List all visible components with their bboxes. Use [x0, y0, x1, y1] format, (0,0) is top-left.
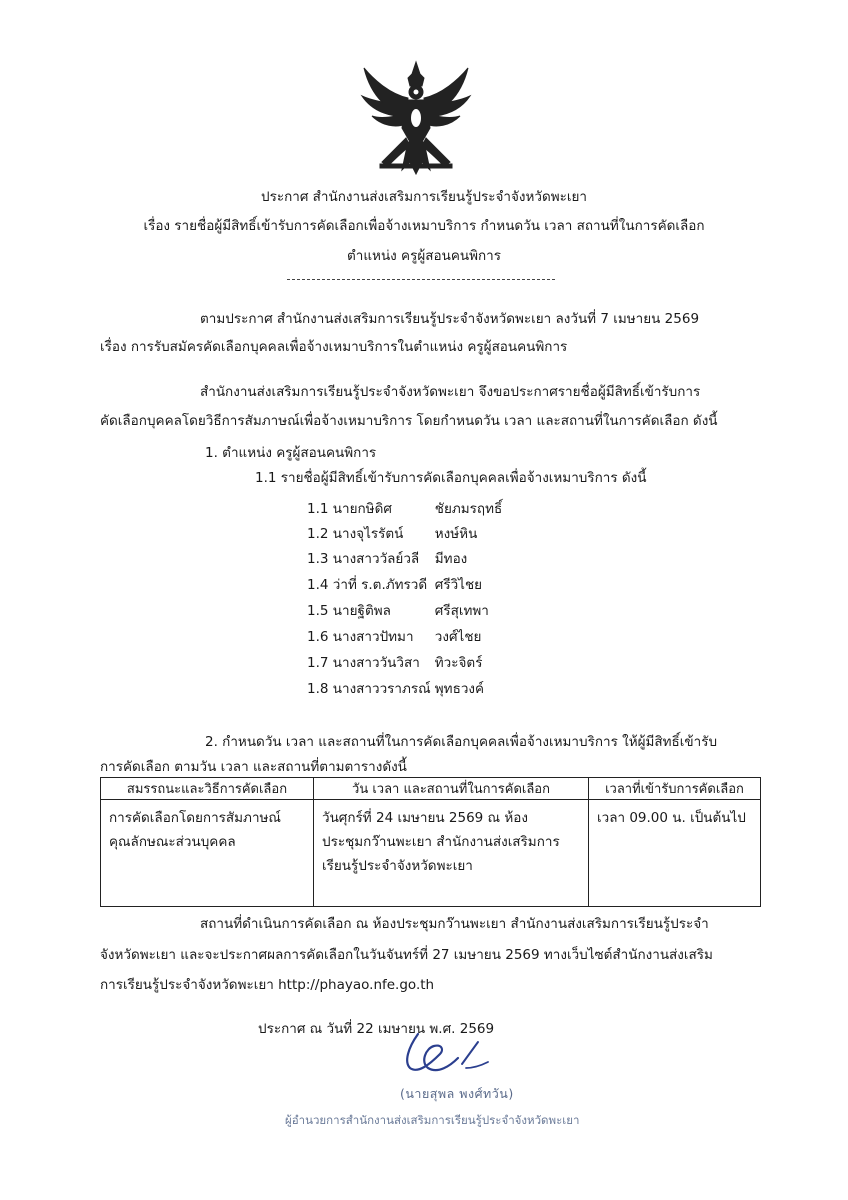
intro-paragraph-2-line-1: สำนักงานส่งเสริมการเรียนรู้ประจำจังหวัดพะเยา จึงขอประกาศรายชื่อผู้มีสิทธิ์เข้ารับการ	[200, 384, 701, 400]
intro-paragraph-2-line-2: คัดเลือกบุคคลโดยวิธีการสัมภาษณ์เพื่อจ้างเหมาบริการ โดยกำหนดวัน เวลา และสถานที่ในการคัดเลือก ดังนี้	[100, 413, 718, 429]
section-1-heading: 1. ตำแหน่ง ครูผู้สอนคนพิการ	[205, 445, 377, 461]
signer-name: (นายสุพล พงศ์ทวัน)	[400, 1086, 514, 1101]
section-2-heading-line-1: 2. กำหนดวัน เวลา และสถานที่ในการคัดเลือกบุคคลเพื่อจ้างเหมาบริการ ให้ผู้มีสิทธิ์เข้ารับ	[205, 734, 718, 750]
announcement-title: ประกาศ สำนักงานส่งเสริมการเรียนรู้ประจำจังหวัดพะเยา	[261, 189, 587, 205]
table-row	[101, 800, 761, 907]
schedule-table-header-row	[101, 778, 761, 800]
closing-line-1: สถานที่ดำเนินการคัดเลือก ณ ห้องประชุมกว๊านพะเยา สำนักงานส่งเสริมการเรียนรู้ประจำ	[200, 916, 709, 932]
section-1-1-heading: 1.1 รายชื่อผู้มีสิทธิ์เข้ารับการคัดเลือกบุคคลเพื่อจ้างเหมาบริการ ดังนี้	[255, 470, 647, 486]
candidate-list-item: 1.8 นางสาววราภรณ์ พุทธวงค์	[307, 681, 485, 697]
candidate-list-item: 1.4 ว่าที่ ร.ต.ภัทรวดี ศรีวิไชย	[307, 577, 483, 593]
closing-line-2: จังหวัดพะเยา และจะประกาศผลการคัดเลือกในวันจันทร์ที่ 27 เมษายน 2569 ทางเว็บไซต์สำนักงานส่งเสริม	[100, 947, 713, 963]
announcement-position: ตำแหน่ง ครูผู้สอนคนพิการ	[347, 248, 501, 264]
cell-date-place: วันศุกร์ที่ 24 เมษายน 2569 ณ ห้อง ประชุมกว๊านพะเยา สำนักงานส่งเสริมการ เรียนรู้ประจำจังหวัดพะเยา	[314, 800, 589, 907]
candidate-list-item: 1.5 นายฐิติพล ศรีสุเทพา	[307, 603, 489, 619]
intro-paragraph-1-line-2: เรื่อง การรับสมัครคัดเลือกบุคคลเพื่อจ้างเหมาบริการในตำแหน่ง ครูผู้สอนคนพิการ	[100, 339, 568, 355]
column-header-method: สมรรถนะและวิธีการคัดเลือก	[101, 778, 314, 800]
handwritten-signature-icon	[400, 1028, 500, 1078]
candidate-list-item: 1.6 นางสาวปัทมา วงศ์ไชย	[307, 629, 482, 645]
intro-paragraph-1-line-1: ตามประกาศ สำนักงานส่งเสริมการเรียนรู้ประจำจังหวัดพะเยา ลงวันที่ 7 เมษายน 2569	[200, 311, 700, 327]
schedule-table	[100, 777, 761, 907]
announcement-subject: เรื่อง รายชื่อผู้มีสิทธิ์เข้ารับการคัดเลือกเพื่อจ้างเหมาบริการ กำหนดวัน เวลา สถานที่ในการคัดเลือก	[143, 218, 705, 234]
header-divider	[287, 279, 555, 280]
cell-method: การคัดเลือกโดยการสัมภาษณ์ คุณลักษณะส่วนบุคคล	[101, 800, 314, 907]
announcement-date: ประกาศ ณ วันที่ 22 เมษายน พ.ศ. 2569	[258, 1021, 495, 1037]
cell-time: เวลา 09.00 น. เป็นต้นไป	[589, 800, 761, 907]
candidate-list-item: 1.7 นางสาววันวิสา ทิวะจิตร์	[307, 655, 483, 671]
closing-line-3: การเรียนรู้ประจำจังหวัดพะเยา http://phayao.nfe.go.th	[100, 977, 435, 993]
candidate-list-item: 1.2 นางจุไรรัตน์ หงษ์หิน	[307, 526, 478, 542]
signer-position: ผู้อำนวยการสำนักงานส่งเสริมการเรียนรู้ประจำจังหวัดพะเยา	[285, 1113, 580, 1127]
candidate-list-item: 1.3 นางสาววัลย์วลี มีทอง	[307, 551, 468, 567]
candidate-list-item: 1.1 นายกษิดิศ ชัยภมรฤทธิ์	[307, 501, 503, 517]
column-header-date-place: วัน เวลา และสถานที่ในการคัดเลือก	[314, 778, 589, 800]
column-header-time: เวลาที่เข้ารับการคัดเลือก	[589, 778, 761, 800]
garuda-emblem-icon	[360, 58, 472, 176]
section-2-heading-line-2: การคัดเลือก ตามวัน เวลา และสถานที่ตามตารางดังนี้	[100, 759, 407, 775]
